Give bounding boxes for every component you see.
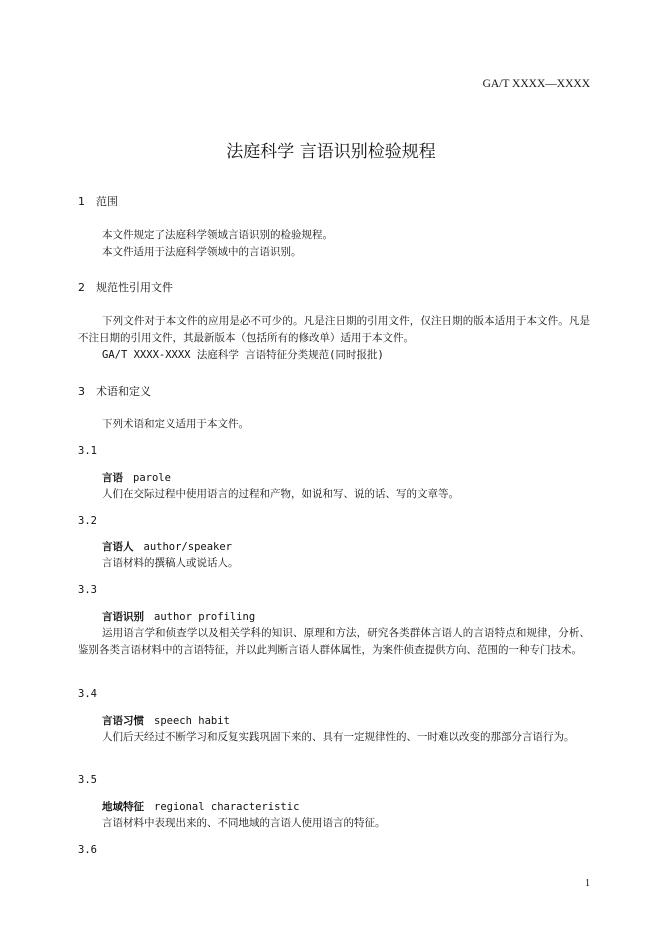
term-chinese: 言语识别 xyxy=(102,611,144,623)
term-heading xyxy=(102,713,230,728)
document-code: GA/T XXXX—XXXX xyxy=(482,78,590,90)
term-chinese: 言语 xyxy=(102,472,123,484)
term-english: speech habit xyxy=(154,715,230,727)
page-title: 法庭科学 言语识别检验规程 xyxy=(226,142,436,162)
term-definition: 人们在交际过程中使用语言的过程和产物，如说和写、说的话、写的文章等。 xyxy=(102,488,459,500)
paragraph: 下列术语和定义适用于本文件。 xyxy=(102,418,249,430)
section-number: 2 xyxy=(78,281,85,294)
term-definition: 人们后天经过不断学习和反复实践巩固下来的、具有一定规律性的、一时难以改变的那部分言语行为。 xyxy=(102,731,575,743)
term-english: parole xyxy=(133,472,171,484)
term-heading xyxy=(102,799,299,814)
term-english: regional characteristic xyxy=(154,801,300,813)
term-number: 3.5 xyxy=(78,774,97,786)
page-number: 1 xyxy=(585,878,590,889)
section-heading xyxy=(78,383,151,399)
section-title: 术语和定义 xyxy=(96,385,151,398)
term-definition: 言语材料中表现出来的、不同地域的言语人使用语言的特征。 xyxy=(102,817,386,829)
normative-reference: GA/T XXXX-XXXX 法庭科学 言语特征分类规范(同时报批) xyxy=(102,349,384,361)
term-english: author profiling xyxy=(154,611,256,623)
paragraph: 本文件规定了法庭科学领域言语识别的检验规程。 xyxy=(102,229,333,241)
section-number: 3 xyxy=(78,385,85,398)
term-number: 3.3 xyxy=(78,584,97,596)
section-title: 规范性引用文件 xyxy=(96,281,173,294)
term-number: 3.6 xyxy=(78,844,97,856)
term-chinese: 言语人 xyxy=(102,541,134,553)
paragraph: 本文件适用于法庭科学领域中的言语识别。 xyxy=(102,246,302,258)
term-chinese: 言语习惯 xyxy=(102,715,144,727)
section-number: 1 xyxy=(78,195,85,208)
section-heading xyxy=(78,279,173,295)
term-heading xyxy=(102,609,255,624)
term-chinese: 地域特征 xyxy=(102,801,144,813)
term-number: 3.2 xyxy=(78,515,97,527)
term-heading xyxy=(102,539,232,554)
term-number: 3.1 xyxy=(78,445,97,457)
section-heading xyxy=(78,193,118,209)
term-english: author/speaker xyxy=(143,541,233,553)
term-definition: 言语材料的撰稿人或说话人。 xyxy=(102,557,239,569)
term-definition: 运用语言学和侦查学以及相关学科的知识、原理和方法，研究各类群体言语人的言语特点和规律，分析、鉴别各类言语材料中的言语特征，并以此判断言语人群体属性，为案件侦查提供方向、范围的一种专门技术。 xyxy=(78,627,590,656)
section-title: 范围 xyxy=(96,195,118,208)
paragraph: 下列文件对于本文件的应用是必不可少的。凡是注日期的引用文件，仅注日期的版本适用于本文件。凡是不注日期的引用文件，其最新版本（包括所有的修改单）适用于本文件。 xyxy=(78,315,590,344)
term-number: 3.4 xyxy=(78,688,97,700)
term-heading xyxy=(102,470,171,485)
